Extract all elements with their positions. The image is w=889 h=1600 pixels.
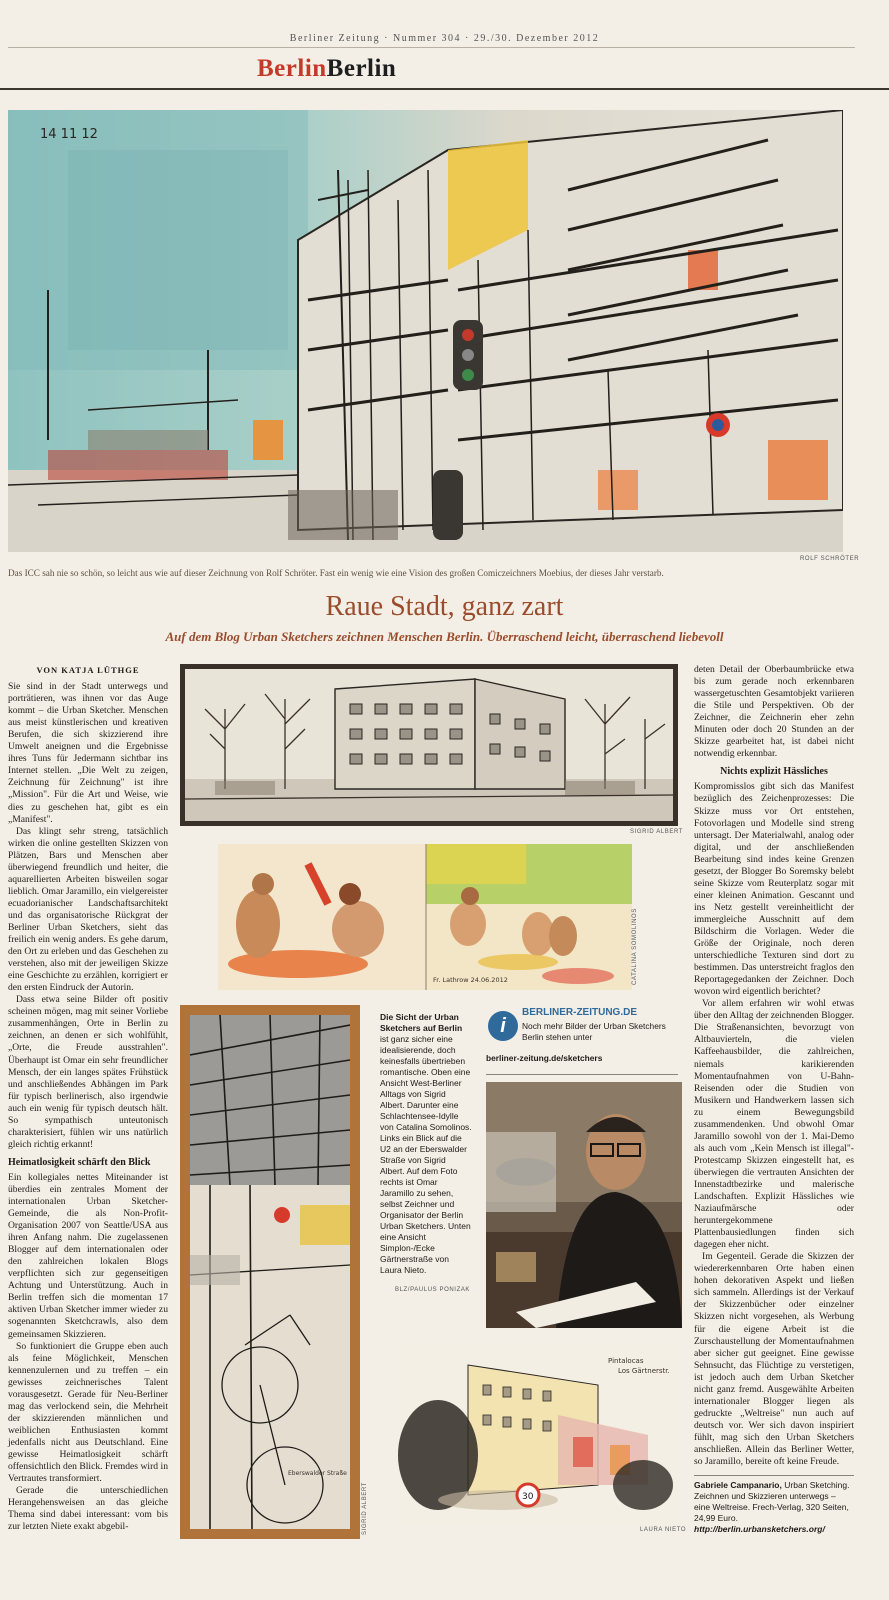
paragraph: Gerade die unterschiedlichen Herangehensweisen an das gleiche Thema sind dabei interessant: vom bis zur letzten Niete exakt abgebil-: [8, 1485, 168, 1533]
book-text: Urban Sketching. Zeichnen und Skizzieren unterwegs – eine Weltreise. Frech-Verlag, 320 Seiten, 24,99 Euro.: [694, 1480, 850, 1523]
icc-drawing: [8, 110, 843, 552]
infobox-berliner-zeitung: [486, 1005, 678, 1069]
paragraph: Sie sind in der Stadt unterwegs und porträtieren, was ihnen vor das Auge kommt – die Urban Sketcher. Menschen aus meist künstlerischen und kreativen Berufen, die sich skizzierend ihre Umwelt aneignen und die Ergebnisse ihres Tuns für Jedermann sichtbar ins Internet stellen. „Die Welt zu zeigen, Zeichnung für Zeichnung" ist ihre „Mission". Für die Art und Weise, wie dies zu geschehen hat, gibt es ein „Manifest".: [8, 681, 168, 825]
section-logo-part2: Berlin: [326, 55, 397, 82]
simplon-drawing: [398, 1345, 682, 1525]
main-image-credit: ROLF SCHRÖTER: [800, 556, 860, 562]
section-logo: [257, 55, 396, 83]
info-icon: i: [488, 1011, 518, 1041]
paragraph: Im Gegenteil. Gerade die Skizzen der wiedererkennbaren Orte haben einen hohen dekorativen Aspekt und ließen sich sammeln. Allerdings ist der Verkauf der Skizzenbücher oder einzelner Skizzen nicht vorgesehen, als Werbung für die eigene Arbeit ist die Zurschaustellung der Momentaufnahmen aber sicher gut geeignet. Eine gewisse Sehnsucht, das Flüchtige zu verstetigen, ist jedoch auch dem Urban Sketcher nicht ganz fremd. Ausgewählte Arbeiten internationaler Blogger liegen als gedruckte „Weltreise" nun auch auf deutsch vor. Wer sich davon inspiriert fühlt, mag sich den Urban Sketchers anschließen. Allein das Berliner Wetter, so Jaramillo, bereite oft keine Freude.: [694, 1251, 854, 1468]
sketch-simplon-gaertner: [398, 1345, 682, 1525]
infobox-rule: [486, 1074, 678, 1075]
masthead-dotted-rule: [8, 47, 855, 48]
article-author: VON KATJA LÜTHGE: [36, 665, 140, 675]
portrait-photo: [486, 1082, 682, 1328]
sketch-schlachtensee: [218, 844, 632, 990]
paragraph: deten Detail der Oberbaumbrücke etwa bis zum gerade noch erkennbaren wassergetuschten Gesamtobjekt variieren die Stile und Perspektiven. Ob der Zeichner, die Zeichnerin eher zehn Minuten oder doch 20 Stunden an der Skizze gearbeitet hat, ist dabei nicht notwendig erkennbar.: [694, 664, 854, 760]
article-column-left: [8, 664, 168, 1533]
subheading-heimatlosigkeit: Heimatlosigkeit schärft den Blick: [8, 1156, 151, 1168]
sketch4-handwriting-2: Los Gärtnerstr.: [618, 1367, 670, 1375]
book-link[interactable]: http://berlin.urbansketchers.org/: [694, 1524, 825, 1534]
sketch3-handwriting: Eberswalder Straße: [288, 1470, 347, 1477]
sketch-u2-eberswalder: [180, 1005, 360, 1539]
section-rule: [0, 88, 889, 90]
article-headline: Raue Stadt, ganz zart: [325, 591, 564, 622]
sidebar-credit: BLZ/PAULUS PONIZAK: [395, 1287, 471, 1293]
sidebar-title: Die Sicht der Urban Sketchers auf Berlin: [380, 1012, 463, 1033]
schlachtensee-drawing: [218, 844, 632, 990]
sketch4-credit: LAURA NIETO: [640, 1527, 687, 1533]
main-image-caption: Das ICC sah nie so schön, so leicht aus wie auf dieser Zeichnung von Rolf Schröter. Fast ein wenig wie eine Vision des großen Comiczeichners Moebius, der dieses Jahr verstarb.: [8, 568, 664, 578]
section-logo-part1: Berlin: [257, 55, 327, 82]
sketch3-credit: SIGRID ALBERT: [362, 1481, 368, 1535]
sketch4-handwriting: Pintalocas: [608, 1357, 644, 1365]
paragraph: Ein kollegiales nettes Miteinander ist überdies ein zentrales Moment der internationalen Urban Sketcher-Gemeinde, die als Non-Profit-Organisation 2007 von Seattle/USA aus ihren Anfang nahm. Die zugelassenen Blogger auf dem internationalen oder den zahlreichen lokalen Blogs verpflichten sich zur gegenseitigen Achtung und Unterstützung. Auch in Berlin treffen sich die momentan 17 aktiven Urban Sketcher immer wieder zu sogenannten Sketchcrawls, also dem gemeinsamen Skizzieren.: [8, 1171, 168, 1340]
west-berlin-drawing: [185, 669, 673, 821]
sketch2-handwriting: Fr. Lathrow 24.06.2012: [433, 976, 508, 984]
article-column-right: [694, 664, 854, 1468]
paragraph: So funktioniert die Gruppe eben auch als feine Möglichkeit, Menschen kennenzulernen und zu treffen – ein gewisses zeichnerisches Talent vorausgesetzt. Gerade für Neu-Berliner mag das verlockend sein, die Mehrheit der skizzierenden männlichen und weiblichen Enthusiasten kommt jedenfalls nicht aus Deutschland. Eine gewisse Heimatlosigkeit schärft offensichtlich den Blick. Fremdes wird in Vertrautes transformiert.: [8, 1340, 168, 1485]
u2-drawing: [190, 1015, 350, 1529]
sketch1-credit: SIGRID ALBERT: [630, 829, 684, 835]
sidebar-text: ist ganz sicher eine idealisierende, doch keinesfalls übertrieben romantische. Oben eine Ansicht West-Berliner Alltags von Sigrid Albert. Darunter eine Schlachtensee-Idylle von Catalina Somolinos. Links ein Blick auf die U2 an der Eberswalder Straße von Sigrid Albert. Auf dem Foto rechts ist Omar Jaramillo zu sehen, selbst Zeichner und Organisator der Berlin Urban Sketchers. Unten eine Ansicht Simplon-/Ecke Gärtnerstraße von Laura Nieto.: [380, 1034, 472, 1275]
paragraph: Dass etwa seine Bilder oft positiv scheinen mögen, mag mit seiner Vorliebe zusammenhängen, Orte in Berlin zu zeichnen, an denen er sich wohlfühlt, „Orte, die Freude ausstrahlen". Überhaupt ist Omar ein sehr freundlicher Mensch, der ein langes spätes Frühstück und anschließendes Abhängen im Park für typisch berlinerisch, also irgendwie auch ein wenig für typisch deutsch hält. So sympathisch unteutonisch charakterisiert, fühlen wir uns natürlich gleich richtig erkannt!: [8, 994, 168, 1150]
book-rule: [694, 1475, 854, 1476]
photo-omar-jaramillo: [486, 1082, 682, 1328]
book-info: [694, 1480, 854, 1535]
paragraph: Vor allem erfahren wir wohl etwas über den Alltag der zeichnenden Blogger. Die Straßenansichten, bevorzugt von Altbauvierteln, die vielen Kaffeehausbilder, die zahlreichen, niemals karikierenden Momentaufnahmen von U-Bahn-Reisenden oder die Studien von Musikern und Handwerkern lassen sich zu einem Bewegungsbild zusammendenken. Und obwohl Omar Jaramillo sowohl von der 1. Mai-Demo als auch vom „Kein Mensch ist illegal"-Protestcamp Skizzen eingestellt hat, es überwiegen die vertrauten Ansichten der Innenstadtbezirke und malerische Landschaften. Explizit Hässliches wie Naziaufmärsche oder heruntergekommene Plattenbausiedlungen finden sich dagegen eher nicht.: [694, 998, 854, 1251]
book-author: Gabriele Campanario,: [694, 1480, 782, 1490]
main-sketch-date-note: 14 11 12: [40, 127, 98, 142]
sketch2-credit: CATALINA SOMOLINOS: [632, 908, 638, 985]
article-subheadline: Auf dem Blog Urban Sketchers zeichnen Menschen Berlin. Überraschend leicht, überraschend liebevoll: [165, 629, 724, 644]
subheading-nichts-explizit: Nichts explizit Hässliches: [720, 766, 828, 778]
infobox-link[interactable]: berliner-zeitung.de/sketchers: [486, 1053, 603, 1063]
infobox-title: BERLINER-ZEITUNG.DE: [522, 1007, 637, 1018]
sketch-west-berlin: [180, 664, 678, 826]
main-sketch-icc: [8, 110, 843, 552]
paragraph: Das klingt sehr streng, tatsächlich wirken die online gestellten Skizzen von Plätzen, Bars und Menschen aber überwiegend freundlich und heiter, die aquarellierten Arbeiten bisweilen sogar lieblich. Omar Jaramillo, ein vielgereister ecuadorianischer Landschaftsarchitekt und das organisatorische Rückgrat der Berliner Urban Sketchers, sieht das freilich ein wenig anders. Es gehe darum, den Ort zu erleben und das Geschehen zu verstehen, also mit der jeweiligen Skizze eine Geschichte zu erzählen, korrigiert er den ersten Eindruck der Autorin.: [8, 825, 168, 994]
masthead-issue-line: Berliner Zeitung · Nummer 304 · 29./30. Dezember 2012: [289, 33, 600, 44]
paragraph: Kompromisslos gibt sich das Manifest bezüglich des Zeichenprozesses: Die Skizze muss vor Ort entstehen, Fotovorlagen und Modelle sind streng untersagt. Der Materialwahl, analog oder digital, und der anschließenden Bearbeitung sind indes keine Grenzen gesetzt, der Blogger Bo Soremsky belebt seine Skizze vom Reuterplatz sogar mit einer kleinen Animation. Gescannt und ins Netz gestellt vereinheitlicht der immergleiche Ausschnitt auf dem Bildschirm die Vorlagen. Weder die Größe der Originale, noch deren unterschiedliche Texturen sind dort zu bestimmen. Das unterstreicht fraglos den Reportagegedanken der Zeichner. Doch wovon wird eigentlich berichtet?: [694, 781, 854, 998]
image-sidebar-caption: [380, 1012, 472, 1276]
infobox-text: Noch mehr Bilder der Urban Sketchers Berlin stehen unter: [522, 1021, 666, 1042]
speed-sign-30: 30: [522, 1492, 534, 1502]
